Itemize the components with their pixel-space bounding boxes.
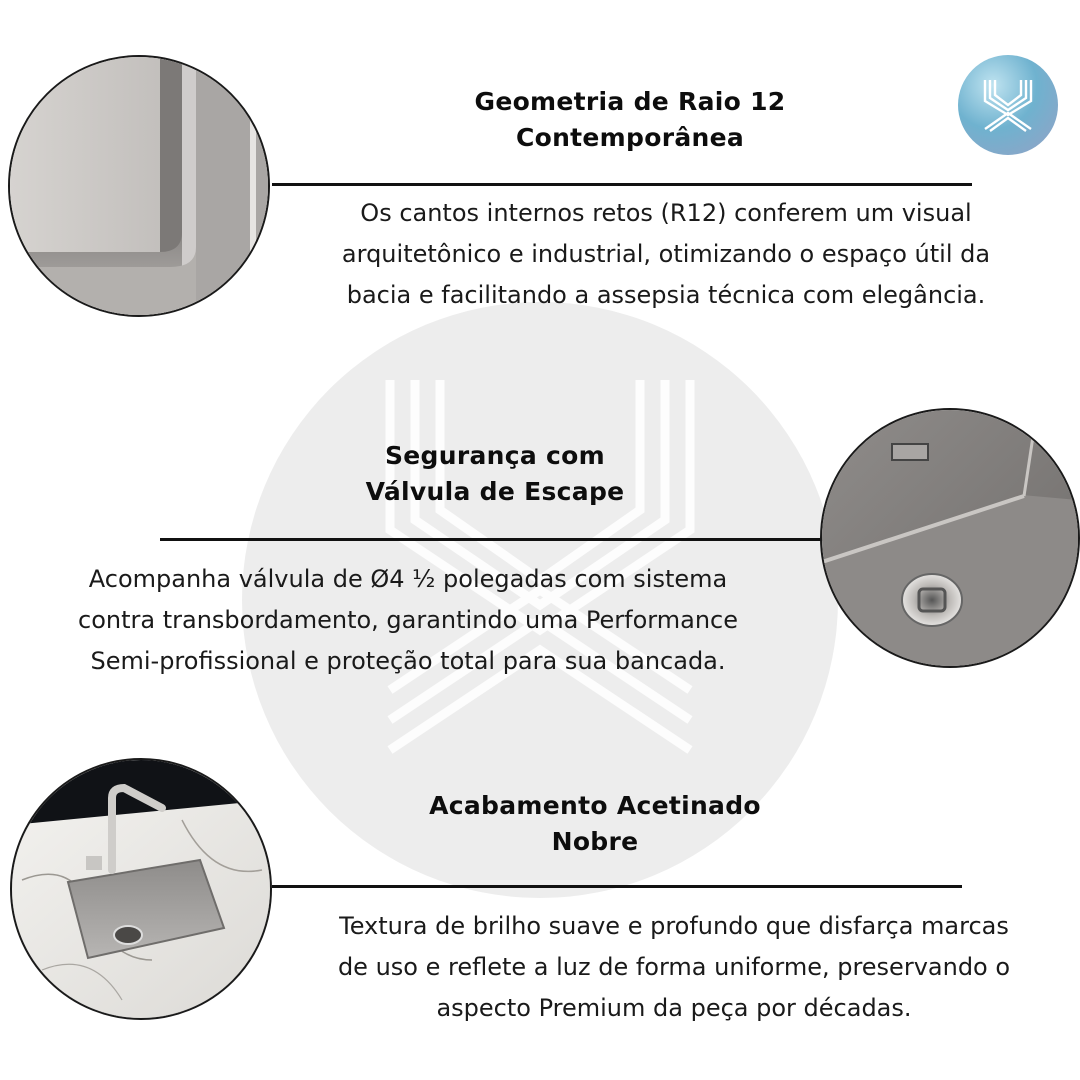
section-3-description bbox=[268, 906, 1080, 1029]
section-3-title-line: Acabamento Acetinado bbox=[429, 791, 761, 820]
section-2-title-line: Válvula de Escape bbox=[365, 477, 625, 506]
section-2-divider bbox=[160, 538, 825, 541]
section-1-image bbox=[8, 55, 270, 317]
section-2-description bbox=[8, 559, 808, 682]
section-1-title-line: Contemporânea bbox=[515, 123, 745, 152]
sink-marble-countertop-icon bbox=[12, 760, 270, 1018]
section-1-body-line: bacia e facilitando a assepsia técnica com elegância. bbox=[346, 281, 986, 309]
section-2-body-line: Acompanha válvula de Ø4 ½ polegadas com sistema bbox=[88, 565, 728, 593]
brand-monogram-icon bbox=[958, 55, 1058, 155]
section-3-title-line: Nobre bbox=[551, 827, 639, 856]
sink-drain-valve-icon bbox=[822, 410, 1078, 666]
section-3-body-line: aspecto Premium da peça por décadas. bbox=[436, 994, 912, 1022]
brand-logo bbox=[958, 55, 1058, 155]
section-2-title-line: Segurança com bbox=[385, 441, 605, 470]
section-3-divider bbox=[272, 885, 962, 888]
section-1-body-line: Os cantos internos retos (R12) conferem um visual bbox=[360, 199, 972, 227]
section-2-title bbox=[300, 438, 690, 510]
sink-corner-closeup-icon bbox=[10, 57, 268, 315]
section-2-image bbox=[820, 408, 1080, 668]
section-3-image bbox=[10, 758, 272, 1020]
section-2-body-line: contra transbordamento, garantindo uma Performance bbox=[78, 606, 738, 634]
section-1-title bbox=[420, 84, 840, 156]
section-3-body-line: Textura de brilho suave e profundo que disfarça marcas bbox=[339, 912, 1009, 940]
section-1-title-line: Geometria de Raio 12 bbox=[474, 87, 786, 116]
section-3-body-line: de uso e reflete a luz de forma uniforme, preservando o bbox=[337, 953, 1011, 981]
section-1-body-line: arquitetônico e industrial, otimizando o espaço útil da bbox=[341, 240, 991, 268]
section-1-description bbox=[272, 193, 1060, 316]
section-3-title bbox=[380, 788, 810, 860]
section-1-divider bbox=[272, 183, 972, 186]
section-2-body-line: Semi-profissional e proteção total para sua bancada. bbox=[90, 647, 726, 675]
